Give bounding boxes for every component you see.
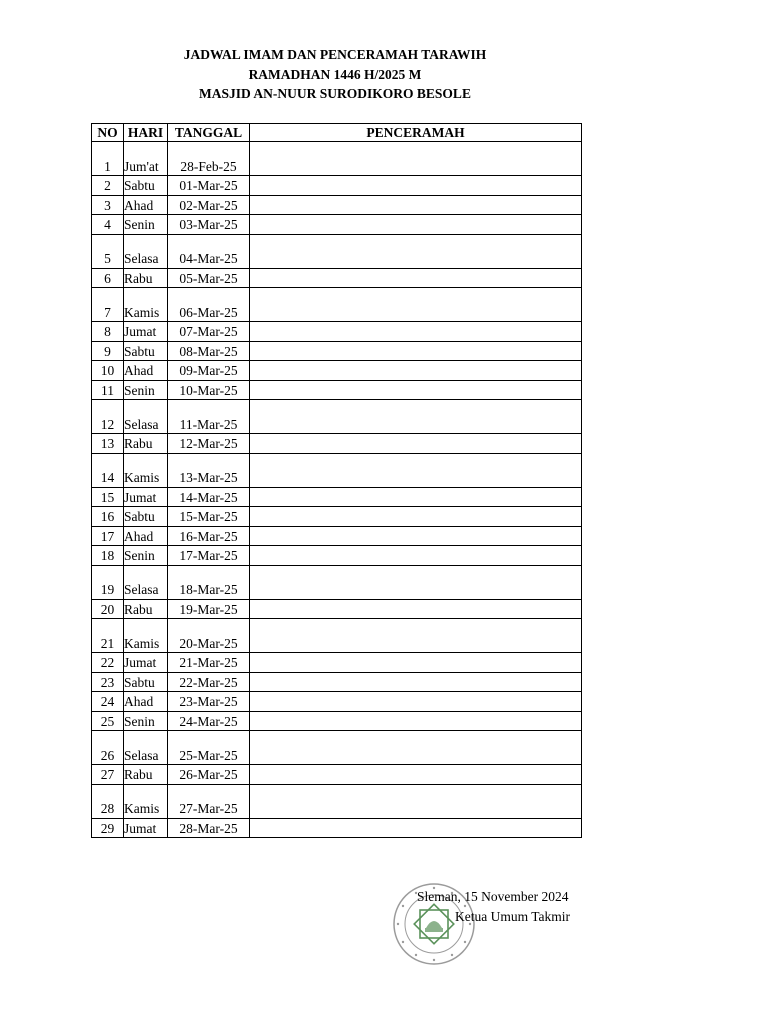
row-penceramah — [250, 565, 582, 599]
row-hari: Selasa — [124, 565, 168, 599]
row-no: 24 — [92, 692, 124, 712]
row-hari: Ahad — [124, 526, 168, 546]
row-penceramah — [250, 453, 582, 487]
row-no: 10 — [92, 361, 124, 381]
row-hari: Sabtu — [124, 341, 168, 361]
row-penceramah — [250, 322, 582, 342]
row-tanggal: 12-Mar-25 — [168, 434, 250, 454]
table-row — [92, 818, 582, 838]
row-tanggal: 14-Mar-25 — [168, 487, 250, 507]
row-no: 25 — [92, 711, 124, 731]
row-penceramah — [250, 380, 582, 400]
row-hari: Rabu — [124, 434, 168, 454]
header-penceramah: PENCERAMAH — [250, 124, 582, 142]
row-tanggal: 13-Mar-25 — [168, 453, 250, 487]
row-tanggal: 09-Mar-25 — [168, 361, 250, 381]
row-penceramah — [250, 176, 582, 196]
row-no: 9 — [92, 341, 124, 361]
signature-place-date: Sleman, 15 November 2024 — [417, 889, 569, 904]
row-hari: Senin — [124, 711, 168, 731]
row-tanggal: 11-Mar-25 — [168, 400, 250, 434]
row-hari: Rabu — [124, 599, 168, 619]
row-penceramah — [250, 711, 582, 731]
row-penceramah — [250, 434, 582, 454]
row-tanggal: 27-Mar-25 — [168, 784, 250, 818]
row-penceramah — [250, 215, 582, 235]
table-header-row — [92, 124, 582, 142]
row-penceramah — [250, 526, 582, 546]
title-line-2: RAMADHAN 1446 H/2025 M — [248, 66, 422, 82]
row-tanggal: 22-Mar-25 — [168, 672, 250, 692]
row-no: 1 — [92, 142, 124, 176]
row-hari: Jumat — [124, 653, 168, 673]
row-no: 18 — [92, 546, 124, 566]
table-row — [92, 195, 582, 215]
row-no: 11 — [92, 380, 124, 400]
row-penceramah — [250, 400, 582, 434]
row-penceramah — [250, 692, 582, 712]
row-tanggal: 17-Mar-25 — [168, 546, 250, 566]
row-penceramah — [250, 487, 582, 507]
row-tanggal: 15-Mar-25 — [168, 507, 250, 527]
table-row — [92, 400, 582, 434]
table-row — [92, 711, 582, 731]
header-tanggal: TANGGAL — [168, 124, 250, 142]
table-row — [92, 341, 582, 361]
row-hari: Kamis — [124, 619, 168, 653]
row-hari: Kamis — [124, 453, 168, 487]
row-no: 4 — [92, 215, 124, 235]
row-tanggal: 05-Mar-25 — [168, 268, 250, 288]
table-row — [92, 453, 582, 487]
row-tanggal: 28-Mar-25 — [168, 818, 250, 838]
row-penceramah — [250, 288, 582, 322]
row-no: 22 — [92, 653, 124, 673]
row-hari: Kamis — [124, 288, 168, 322]
table-row — [92, 526, 582, 546]
row-no: 26 — [92, 731, 124, 765]
table-row — [92, 288, 582, 322]
row-penceramah — [250, 361, 582, 381]
row-penceramah — [250, 765, 582, 785]
signature-role: Ketua Umum Takmir — [455, 909, 571, 924]
row-no: 16 — [92, 507, 124, 527]
row-penceramah — [250, 672, 582, 692]
header-no: NO — [92, 124, 124, 142]
table-row — [92, 380, 582, 400]
row-no: 13 — [92, 434, 124, 454]
row-no: 3 — [92, 195, 124, 215]
row-hari: Kamis — [124, 784, 168, 818]
row-hari: Jumat — [124, 818, 168, 838]
row-no: 12 — [92, 400, 124, 434]
row-no: 19 — [92, 565, 124, 599]
row-hari: Senin — [124, 215, 168, 235]
row-hari: Rabu — [124, 268, 168, 288]
row-no: 21 — [92, 619, 124, 653]
title-line-3: MASJID AN-NUUR SURODIKORO BESOLE — [199, 86, 471, 101]
row-no: 17 — [92, 526, 124, 546]
table-row — [92, 692, 582, 712]
document-title — [120, 45, 550, 104]
row-hari: Senin — [124, 380, 168, 400]
row-no: 5 — [92, 234, 124, 268]
row-penceramah — [250, 599, 582, 619]
table-row — [92, 234, 582, 268]
table-row — [92, 361, 582, 381]
row-penceramah — [250, 818, 582, 838]
table-row — [92, 268, 582, 288]
row-hari: Jumat — [124, 487, 168, 507]
row-hari: Sabtu — [124, 176, 168, 196]
row-hari: Ahad — [124, 195, 168, 215]
table-row — [92, 565, 582, 599]
signature-block — [417, 887, 570, 927]
table-row — [92, 507, 582, 527]
header-hari: HARI — [124, 124, 168, 142]
row-tanggal: 07-Mar-25 — [168, 322, 250, 342]
table-row — [92, 142, 582, 176]
row-tanggal: 03-Mar-25 — [168, 215, 250, 235]
row-tanggal: 06-Mar-25 — [168, 288, 250, 322]
row-no: 15 — [92, 487, 124, 507]
row-no: 8 — [92, 322, 124, 342]
schedule-body — [92, 142, 582, 838]
row-no: 27 — [92, 765, 124, 785]
row-hari: Rabu — [124, 765, 168, 785]
row-tanggal: 19-Mar-25 — [168, 599, 250, 619]
row-penceramah — [250, 142, 582, 176]
row-tanggal: 28-Feb-25 — [168, 142, 250, 176]
row-hari: Sabtu — [124, 672, 168, 692]
row-hari: Ahad — [124, 692, 168, 712]
row-penceramah — [250, 653, 582, 673]
row-hari: Jumat — [124, 322, 168, 342]
row-no: 28 — [92, 784, 124, 818]
table-row — [92, 176, 582, 196]
row-penceramah — [250, 731, 582, 765]
table-row — [92, 546, 582, 566]
row-tanggal: 21-Mar-25 — [168, 653, 250, 673]
row-hari: Selasa — [124, 400, 168, 434]
table-row — [92, 765, 582, 785]
row-tanggal: 24-Mar-25 — [168, 711, 250, 731]
row-tanggal: 04-Mar-25 — [168, 234, 250, 268]
row-penceramah — [250, 195, 582, 215]
row-hari: Sabtu — [124, 507, 168, 527]
row-penceramah — [250, 619, 582, 653]
row-tanggal: 10-Mar-25 — [168, 380, 250, 400]
title-line-1: JADWAL IMAM DAN PENCERAMAH TARAWIH — [183, 47, 487, 62]
table-row — [92, 672, 582, 692]
row-tanggal: 26-Mar-25 — [168, 765, 250, 785]
table-row — [92, 619, 582, 653]
table-row — [92, 653, 582, 673]
row-no: 14 — [92, 453, 124, 487]
row-no: 2 — [92, 176, 124, 196]
table-row — [92, 599, 582, 619]
row-no: 20 — [92, 599, 124, 619]
table-row — [92, 215, 582, 235]
row-hari: Senin — [124, 546, 168, 566]
table-row — [92, 434, 582, 454]
row-no: 7 — [92, 288, 124, 322]
row-tanggal: 25-Mar-25 — [168, 731, 250, 765]
table-row — [92, 784, 582, 818]
row-penceramah — [250, 784, 582, 818]
row-tanggal: 18-Mar-25 — [168, 565, 250, 599]
row-hari: Ahad — [124, 361, 168, 381]
table-row — [92, 731, 582, 765]
row-tanggal: 20-Mar-25 — [168, 619, 250, 653]
row-penceramah — [250, 341, 582, 361]
row-tanggal: 08-Mar-25 — [168, 341, 250, 361]
row-tanggal: 02-Mar-25 — [168, 195, 250, 215]
row-tanggal: 23-Mar-25 — [168, 692, 250, 712]
row-penceramah — [250, 268, 582, 288]
table-row — [92, 487, 582, 507]
row-no: 29 — [92, 818, 124, 838]
row-tanggal: 16-Mar-25 — [168, 526, 250, 546]
row-no: 23 — [92, 672, 124, 692]
row-penceramah — [250, 546, 582, 566]
row-penceramah — [250, 234, 582, 268]
table-row — [92, 322, 582, 342]
row-hari: Selasa — [124, 234, 168, 268]
row-hari: Selasa — [124, 731, 168, 765]
row-hari: Jum'at — [124, 142, 168, 176]
row-penceramah — [250, 507, 582, 527]
schedule-table — [91, 123, 582, 838]
row-no: 6 — [92, 268, 124, 288]
row-tanggal: 01-Mar-25 — [168, 176, 250, 196]
